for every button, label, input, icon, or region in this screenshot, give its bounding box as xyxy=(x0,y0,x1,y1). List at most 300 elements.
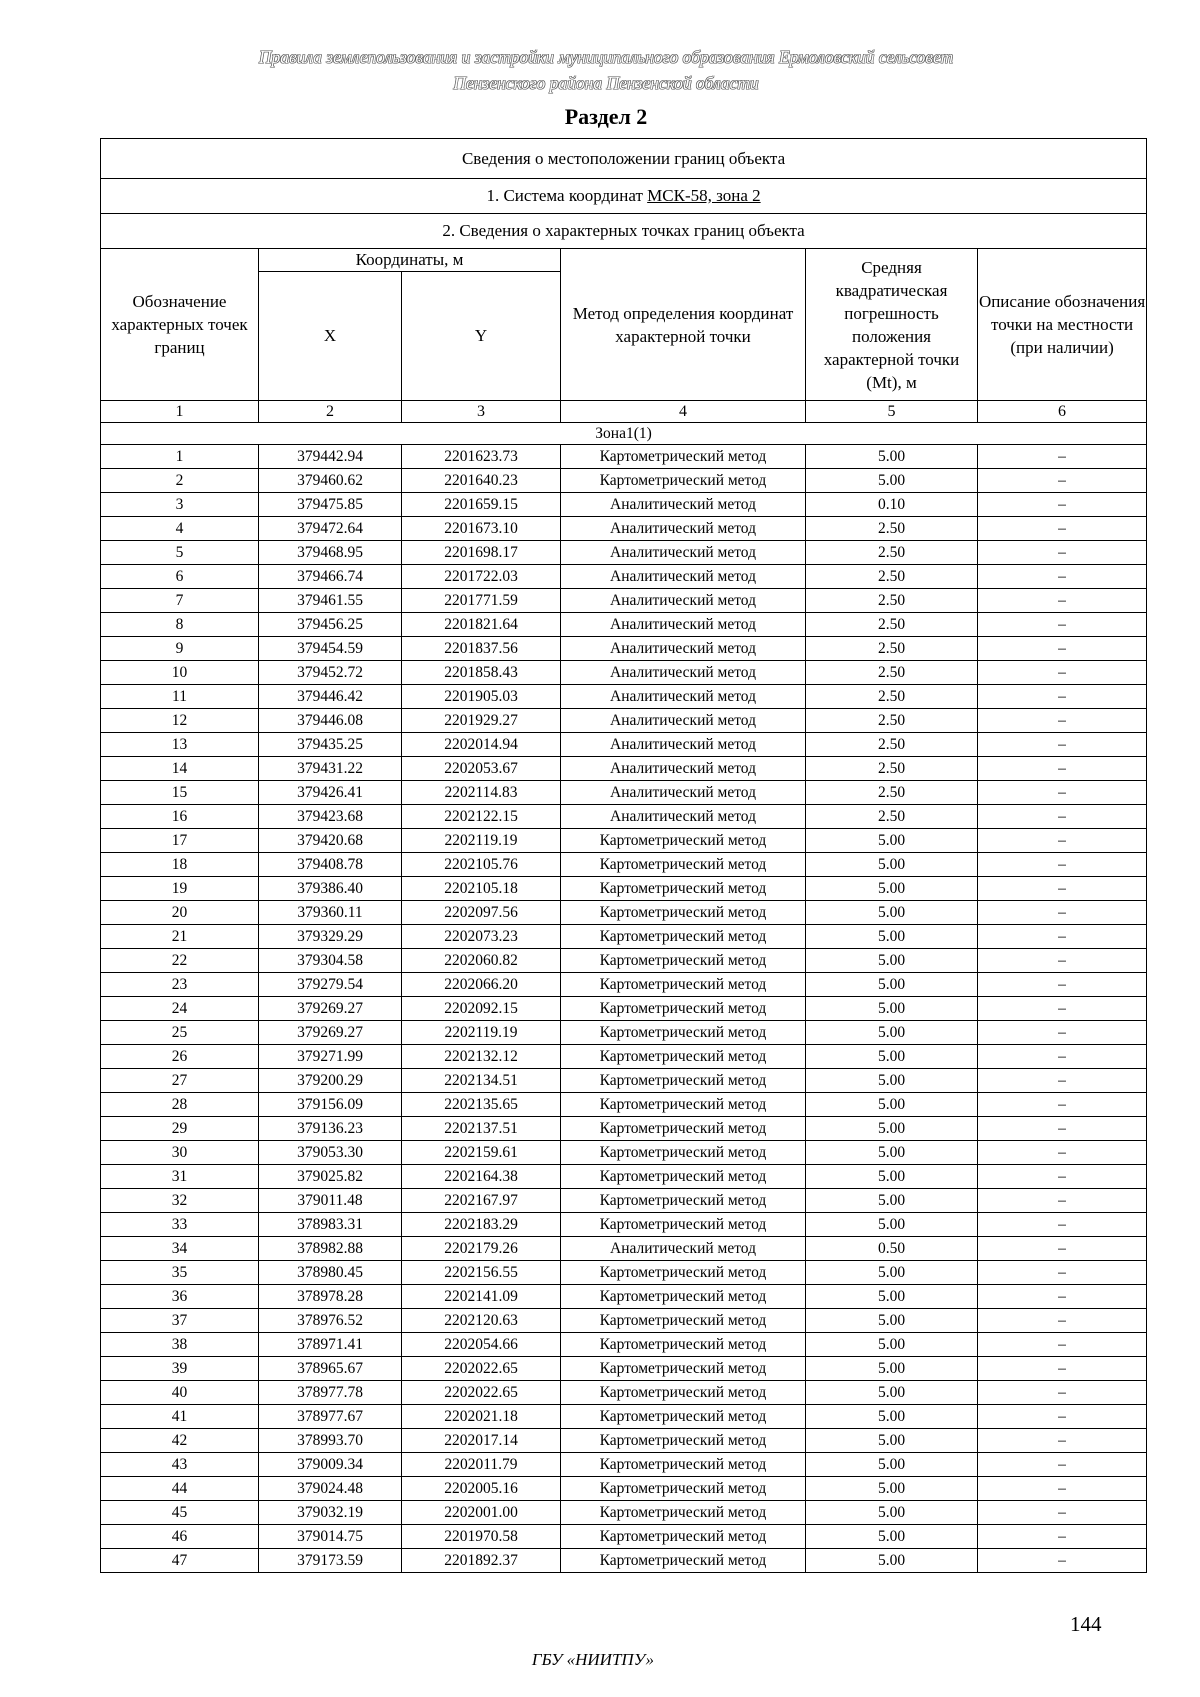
coord-y: 2201858.43 xyxy=(402,661,561,685)
coord-x: 378978.28 xyxy=(259,1285,402,1309)
method: Аналитический метод xyxy=(561,1237,806,1261)
point-number: 9 xyxy=(101,637,259,661)
table-row xyxy=(101,685,1147,709)
description: – xyxy=(978,1549,1147,1573)
coord-x: 379472.64 xyxy=(259,517,402,541)
point-number: 37 xyxy=(101,1309,259,1333)
coord-x: 379024.48 xyxy=(259,1477,402,1501)
coord-y: 2202066.20 xyxy=(402,973,561,997)
table-row xyxy=(101,1333,1147,1357)
table-row xyxy=(101,997,1147,1021)
method: Картометрический метод xyxy=(561,1429,806,1453)
column-number: 3 xyxy=(402,401,561,423)
coord-y: 2201722.03 xyxy=(402,565,561,589)
coord-y: 2202134.51 xyxy=(402,1069,561,1093)
method: Картометрический метод xyxy=(561,877,806,901)
boundary-points-table xyxy=(100,138,1147,1573)
table-row xyxy=(101,565,1147,589)
description: – xyxy=(978,733,1147,757)
point-number: 45 xyxy=(101,1501,259,1525)
error: 2.50 xyxy=(806,709,978,733)
point-number: 26 xyxy=(101,1045,259,1069)
table-row xyxy=(101,469,1147,493)
description: – xyxy=(978,517,1147,541)
coord-x: 379420.68 xyxy=(259,829,402,853)
error: 2.50 xyxy=(806,589,978,613)
error: 5.00 xyxy=(806,1117,978,1141)
description: – xyxy=(978,1165,1147,1189)
error: 5.00 xyxy=(806,1381,978,1405)
error: 5.00 xyxy=(806,1045,978,1069)
point-number: 43 xyxy=(101,1453,259,1477)
coord-y: 2202053.67 xyxy=(402,757,561,781)
method: Аналитический метод xyxy=(561,757,806,781)
error: 5.00 xyxy=(806,469,978,493)
point-number: 2 xyxy=(101,469,259,493)
table-row xyxy=(101,1309,1147,1333)
coord-y: 2201837.56 xyxy=(402,637,561,661)
description: – xyxy=(978,1333,1147,1357)
coord-y: 2202014.94 xyxy=(402,733,561,757)
error: 5.00 xyxy=(806,1357,978,1381)
method: Аналитический метод xyxy=(561,733,806,757)
coord-x: 379156.09 xyxy=(259,1093,402,1117)
coord-y: 2202135.65 xyxy=(402,1093,561,1117)
coord-x: 379386.40 xyxy=(259,877,402,901)
method: Картометрический метод xyxy=(561,1165,806,1189)
column-number: 6 xyxy=(978,401,1147,423)
section-title: Раздел 2 xyxy=(564,104,648,129)
description: – xyxy=(978,1213,1147,1237)
coord-y: 2201821.64 xyxy=(402,613,561,637)
coord-x: 379466.74 xyxy=(259,565,402,589)
error: 5.00 xyxy=(806,853,978,877)
error: 5.00 xyxy=(806,445,978,469)
method: Картометрический метод xyxy=(561,1477,806,1501)
coord-x: 379408.78 xyxy=(259,853,402,877)
table-row xyxy=(101,1069,1147,1093)
method: Картометрический метод xyxy=(561,1213,806,1237)
error: 5.00 xyxy=(806,829,978,853)
point-number: 18 xyxy=(101,853,259,877)
method: Картометрический метод xyxy=(561,997,806,1021)
error: 5.00 xyxy=(806,1477,978,1501)
coord-x: 379360.11 xyxy=(259,901,402,925)
description: – xyxy=(978,613,1147,637)
error: 5.00 xyxy=(806,1429,978,1453)
coord-x: 379461.55 xyxy=(259,589,402,613)
coord-y: 2202022.65 xyxy=(402,1381,561,1405)
point-number: 20 xyxy=(101,901,259,925)
point-number: 35 xyxy=(101,1261,259,1285)
coord-y: 2202119.19 xyxy=(402,829,561,853)
error: 2.50 xyxy=(806,805,978,829)
table-row xyxy=(101,1261,1147,1285)
method: Картометрический метод xyxy=(561,1357,806,1381)
method: Картометрический метод xyxy=(561,1285,806,1309)
error: 2.50 xyxy=(806,661,978,685)
coord-x: 378983.31 xyxy=(259,1213,402,1237)
table-row xyxy=(101,757,1147,781)
method: Картометрический метод xyxy=(561,925,806,949)
method: Аналитический метод xyxy=(561,613,806,637)
error: 5.00 xyxy=(806,1261,978,1285)
description: – xyxy=(978,709,1147,733)
method: Картометрический метод xyxy=(561,973,806,997)
coord-x: 379442.94 xyxy=(259,445,402,469)
coord-x: 378976.52 xyxy=(259,1309,402,1333)
coordinate-system-value: МСК-58, зона 2 xyxy=(647,186,761,205)
footer: ГБУ «НИИТПУ» xyxy=(531,1650,655,1669)
method: Аналитический метод xyxy=(561,541,806,565)
description: – xyxy=(978,877,1147,901)
description: – xyxy=(978,1357,1147,1381)
coord-y: 2202073.23 xyxy=(402,925,561,949)
point-number: 30 xyxy=(101,1141,259,1165)
table-row xyxy=(101,1021,1147,1045)
error: 5.00 xyxy=(806,1525,978,1549)
coord-x: 379446.08 xyxy=(259,709,402,733)
coord-x: 379136.23 xyxy=(259,1117,402,1141)
method: Картометрический метод xyxy=(561,1309,806,1333)
description: – xyxy=(978,949,1147,973)
method: Картометрический метод xyxy=(561,1525,806,1549)
coord-y: 2202097.56 xyxy=(402,901,561,925)
error: 2.50 xyxy=(806,613,978,637)
coord-y: 2202141.09 xyxy=(402,1285,561,1309)
table-row xyxy=(101,1237,1147,1261)
coord-y: 2201929.27 xyxy=(402,709,561,733)
coord-y: 2201640.23 xyxy=(402,469,561,493)
page-number: 144 xyxy=(1070,1612,1102,1636)
method: Картометрический метод xyxy=(561,1117,806,1141)
error: 5.00 xyxy=(806,1405,978,1429)
error: 5.00 xyxy=(806,1453,978,1477)
method: Картометрический метод xyxy=(561,1093,806,1117)
table-row xyxy=(101,589,1147,613)
coord-x: 379271.99 xyxy=(259,1045,402,1069)
table-row xyxy=(101,517,1147,541)
description: – xyxy=(978,925,1147,949)
error: 2.50 xyxy=(806,733,978,757)
table-row xyxy=(101,1045,1147,1069)
coord-y: 2201892.37 xyxy=(402,1549,561,1573)
coord-y: 2202001.00 xyxy=(402,1501,561,1525)
point-number: 24 xyxy=(101,997,259,1021)
header-y: Y xyxy=(402,272,561,401)
method: Картометрический метод xyxy=(561,949,806,973)
coord-y: 2201673.10 xyxy=(402,517,561,541)
point-number: 47 xyxy=(101,1549,259,1573)
table-row xyxy=(101,1213,1147,1237)
coord-x: 378980.45 xyxy=(259,1261,402,1285)
description: – xyxy=(978,1069,1147,1093)
description: – xyxy=(978,1045,1147,1069)
description: – xyxy=(978,757,1147,781)
description: – xyxy=(978,1405,1147,1429)
table-row xyxy=(101,1381,1147,1405)
error: 5.00 xyxy=(806,997,978,1021)
coord-x: 379475.85 xyxy=(259,493,402,517)
coord-x: 378982.88 xyxy=(259,1237,402,1261)
error: 5.00 xyxy=(806,1165,978,1189)
coord-y: 2202005.16 xyxy=(402,1477,561,1501)
coord-x: 379452.72 xyxy=(259,661,402,685)
description: – xyxy=(978,805,1147,829)
method: Аналитический метод xyxy=(561,805,806,829)
coord-y: 2202156.55 xyxy=(402,1261,561,1285)
point-number: 33 xyxy=(101,1213,259,1237)
coord-y: 2202120.63 xyxy=(402,1309,561,1333)
error: 5.00 xyxy=(806,877,978,901)
method: Картометрический метод xyxy=(561,901,806,925)
method: Аналитический метод xyxy=(561,661,806,685)
coord-y: 2202167.97 xyxy=(402,1189,561,1213)
coord-x: 379200.29 xyxy=(259,1069,402,1093)
coord-y: 2201771.59 xyxy=(402,589,561,613)
method: Картометрический метод xyxy=(561,1381,806,1405)
error: 5.00 xyxy=(806,1093,978,1117)
point-number: 1 xyxy=(101,445,259,469)
error: 2.50 xyxy=(806,517,978,541)
error: 5.00 xyxy=(806,1189,978,1213)
table-row xyxy=(101,1093,1147,1117)
coordinate-system-label: 1. Система координат xyxy=(486,186,643,205)
column-number: 2 xyxy=(259,401,402,423)
error: 2.50 xyxy=(806,565,978,589)
error: 2.50 xyxy=(806,541,978,565)
coord-x: 379053.30 xyxy=(259,1141,402,1165)
point-number: 19 xyxy=(101,877,259,901)
description: – xyxy=(978,1117,1147,1141)
coord-x: 378977.78 xyxy=(259,1381,402,1405)
table-row xyxy=(101,829,1147,853)
description: – xyxy=(978,541,1147,565)
description: – xyxy=(978,469,1147,493)
point-number: 40 xyxy=(101,1381,259,1405)
description: – xyxy=(978,1477,1147,1501)
coord-x: 379468.95 xyxy=(259,541,402,565)
coord-y: 2202105.18 xyxy=(402,877,561,901)
coord-x: 379426.41 xyxy=(259,781,402,805)
table-row xyxy=(101,973,1147,997)
coord-y: 2202011.79 xyxy=(402,1453,561,1477)
error: 5.00 xyxy=(806,1021,978,1045)
coord-x: 379032.19 xyxy=(259,1501,402,1525)
table-row xyxy=(101,949,1147,973)
description: – xyxy=(978,1501,1147,1525)
description: – xyxy=(978,637,1147,661)
coord-x: 379009.34 xyxy=(259,1453,402,1477)
method: Картометрический метод xyxy=(561,853,806,877)
method: Картометрический метод xyxy=(561,1453,806,1477)
method: Картометрический метод xyxy=(561,1069,806,1093)
table-row xyxy=(101,613,1147,637)
table-row xyxy=(101,1453,1147,1477)
point-number: 46 xyxy=(101,1525,259,1549)
running-header xyxy=(0,44,1200,96)
description: – xyxy=(978,781,1147,805)
coord-y: 2202183.29 xyxy=(402,1213,561,1237)
method: Аналитический метод xyxy=(561,517,806,541)
error: 2.50 xyxy=(806,781,978,805)
point-number: 36 xyxy=(101,1285,259,1309)
description: – xyxy=(978,1141,1147,1165)
coord-y: 2202114.83 xyxy=(402,781,561,805)
point-number: 16 xyxy=(101,805,259,829)
header-description: Описание обозначения точки на местности (при наличии) xyxy=(978,249,1147,401)
table-body xyxy=(101,445,1147,1573)
coord-x: 379173.59 xyxy=(259,1549,402,1573)
point-number: 34 xyxy=(101,1237,259,1261)
header-error: Средняя квадратическая погрешность положения характерной точки (Mt), м xyxy=(806,249,978,401)
method: Картометрический метод xyxy=(561,1333,806,1357)
method: Аналитический метод xyxy=(561,685,806,709)
point-number: 29 xyxy=(101,1117,259,1141)
coord-x: 379454.59 xyxy=(259,637,402,661)
point-number: 31 xyxy=(101,1165,259,1189)
coord-y: 2201698.17 xyxy=(402,541,561,565)
coord-x: 379329.29 xyxy=(259,925,402,949)
description: – xyxy=(978,493,1147,517)
table-row xyxy=(101,925,1147,949)
point-number: 5 xyxy=(101,541,259,565)
table-row xyxy=(101,1405,1147,1429)
method: Аналитический метод xyxy=(561,565,806,589)
coord-y: 2202159.61 xyxy=(402,1141,561,1165)
table-row xyxy=(101,637,1147,661)
coord-y: 2202105.76 xyxy=(402,853,561,877)
coord-x: 379014.75 xyxy=(259,1525,402,1549)
coord-y: 2201659.15 xyxy=(402,493,561,517)
coord-x: 379279.54 xyxy=(259,973,402,997)
point-number: 8 xyxy=(101,613,259,637)
column-number: 1 xyxy=(101,401,259,423)
header-designation: Обозначение характерных точек границ xyxy=(101,249,259,401)
table-row xyxy=(101,733,1147,757)
coord-x: 379446.42 xyxy=(259,685,402,709)
description: – xyxy=(978,1429,1147,1453)
point-number: 44 xyxy=(101,1477,259,1501)
error: 5.00 xyxy=(806,1285,978,1309)
table-row xyxy=(101,781,1147,805)
coord-x: 379269.27 xyxy=(259,997,402,1021)
coord-x: 379423.68 xyxy=(259,805,402,829)
point-number: 38 xyxy=(101,1333,259,1357)
coord-y: 2202119.19 xyxy=(402,1021,561,1045)
description: – xyxy=(978,1381,1147,1405)
error: 5.00 xyxy=(806,1333,978,1357)
coord-y: 2202017.14 xyxy=(402,1429,561,1453)
error: 5.00 xyxy=(806,1309,978,1333)
description: – xyxy=(978,589,1147,613)
coord-x: 379460.62 xyxy=(259,469,402,493)
coord-y: 2202092.15 xyxy=(402,997,561,1021)
error: 2.50 xyxy=(806,685,978,709)
error: 5.00 xyxy=(806,949,978,973)
point-number: 39 xyxy=(101,1357,259,1381)
table-row xyxy=(101,1429,1147,1453)
table-row xyxy=(101,541,1147,565)
coord-y: 2202022.65 xyxy=(402,1357,561,1381)
table-row xyxy=(101,1357,1147,1381)
error: 5.00 xyxy=(806,1549,978,1573)
table-row xyxy=(101,1165,1147,1189)
header-coordinates: Координаты, м xyxy=(259,249,561,272)
point-number: 3 xyxy=(101,493,259,517)
point-number: 23 xyxy=(101,973,259,997)
header-method: Метод определения координат характерной точки xyxy=(561,249,806,401)
point-number: 41 xyxy=(101,1405,259,1429)
table-row xyxy=(101,1117,1147,1141)
description: – xyxy=(978,685,1147,709)
table-row xyxy=(101,709,1147,733)
coordinate-system-row xyxy=(101,179,1147,214)
point-number: 12 xyxy=(101,709,259,733)
points-heading: 2. Сведения о характерных точках границ объекта xyxy=(101,214,1147,249)
description: – xyxy=(978,1525,1147,1549)
coord-y: 2201970.58 xyxy=(402,1525,561,1549)
table-row xyxy=(101,1549,1147,1573)
method: Картометрический метод xyxy=(561,1549,806,1573)
coord-y: 2202060.82 xyxy=(402,949,561,973)
error: 5.00 xyxy=(806,1069,978,1093)
point-number: 28 xyxy=(101,1093,259,1117)
running-header-line-2: Пензенского района Пензенской области xyxy=(453,73,759,93)
coord-x: 379435.25 xyxy=(259,733,402,757)
coord-x: 378965.67 xyxy=(259,1357,402,1381)
description: – xyxy=(978,1237,1147,1261)
description: – xyxy=(978,853,1147,877)
point-number: 7 xyxy=(101,589,259,613)
method: Картометрический метод xyxy=(561,1405,806,1429)
table-row xyxy=(101,1141,1147,1165)
coord-y: 2202137.51 xyxy=(402,1117,561,1141)
method: Картометрический метод xyxy=(561,1021,806,1045)
description: – xyxy=(978,901,1147,925)
point-number: 21 xyxy=(101,925,259,949)
table-row xyxy=(101,877,1147,901)
description: – xyxy=(978,1093,1147,1117)
method: Аналитический метод xyxy=(561,781,806,805)
description: – xyxy=(978,445,1147,469)
table-row xyxy=(101,445,1147,469)
error: 5.00 xyxy=(806,973,978,997)
coord-x: 378993.70 xyxy=(259,1429,402,1453)
description: – xyxy=(978,1453,1147,1477)
zone-label: Зона1(1) xyxy=(101,423,1147,445)
description: – xyxy=(978,661,1147,685)
table-title: Сведения о местоположении границ объекта xyxy=(101,139,1147,179)
description: – xyxy=(978,829,1147,853)
table-row xyxy=(101,1285,1147,1309)
point-number: 10 xyxy=(101,661,259,685)
description: – xyxy=(978,997,1147,1021)
method: Аналитический метод xyxy=(561,637,806,661)
column-number: 5 xyxy=(806,401,978,423)
table-row xyxy=(101,1189,1147,1213)
header-x: X xyxy=(259,272,402,401)
method: Картометрический метод xyxy=(561,1045,806,1069)
error: 0.50 xyxy=(806,1237,978,1261)
point-number: 25 xyxy=(101,1021,259,1045)
error: 2.50 xyxy=(806,757,978,781)
description: – xyxy=(978,1261,1147,1285)
coord-x: 379011.48 xyxy=(259,1189,402,1213)
table-row xyxy=(101,493,1147,517)
coord-y: 2202021.18 xyxy=(402,1405,561,1429)
coord-x: 379431.22 xyxy=(259,757,402,781)
